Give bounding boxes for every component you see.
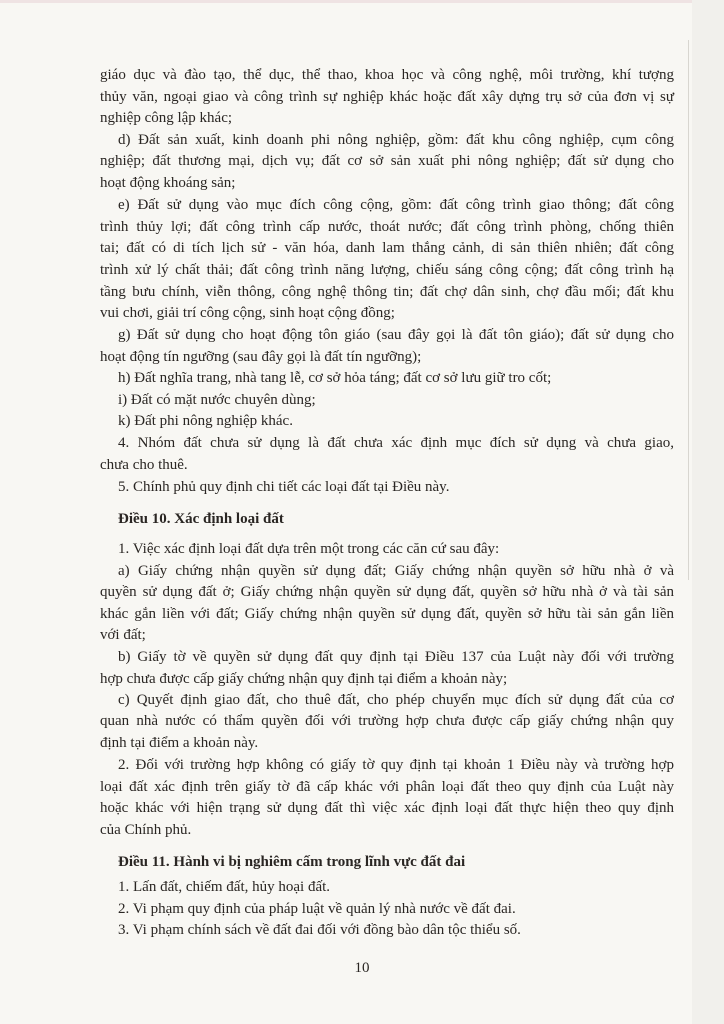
text-line: c) Quyết định giao đất, cho thuê đất, cho phép chuyển mục đích sử dụng đất của cơ — [118, 692, 674, 708]
text-line: hoạt động khoáng sản; — [100, 175, 236, 191]
text-line: thủy văn, ngoại giao và công trình sự nghiệp khác hoặc đất xây dựng trụ sở của đơn vị sự — [100, 89, 674, 105]
text-line: e) Đất sử dụng vào mục đích công cộng, gồm: đất công trình giao thông; đất công — [118, 197, 674, 213]
text-line: tai; đất có di tích lịch sử - văn hóa, danh lam thắng cảnh, di sản thiên nhiên; đất công — [100, 240, 674, 256]
text-line: loại đất xác định trên giấy tờ đã cấp khác với phân loại đất theo quy định của Luật này — [100, 779, 674, 795]
text-line: nghiệp; đất thương mại, dịch vụ; đất cơ sở sản xuất phi nông nghiệp; đất sử dụng cho — [100, 153, 674, 169]
text-line: a) Giấy chứng nhận quyền sử dụng đất; Giấy chứng nhận quyền sở hữu nhà ở và — [118, 563, 674, 579]
scan-fold-line — [688, 40, 689, 580]
text-line: trình thủy lợi; đất công trình cấp nước, thoát nước; đất công trình phòng, chống thiên — [100, 219, 674, 235]
text-line: 2. Đối với trường hợp không có giấy tờ quy định tại khoản 1 Điều này và trường hợp — [118, 757, 674, 773]
page-number: 10 — [354, 960, 370, 976]
text-line: với đất; — [100, 627, 146, 643]
text-line: 2. Vi phạm quy định của pháp luật về quản lý nhà nước về đất đai. — [118, 901, 516, 917]
scan-right-margin — [692, 0, 724, 1024]
text-line: quyền sử dụng đất ở; Giấy chứng nhận quyền sử dụng đất, quyền sở hữu nhà ở và tài sản — [100, 584, 674, 600]
text-line: trình xử lý chất thải; đất công trình năng lượng, chiếu sáng công cộng; đất công trình hạ — [100, 262, 674, 278]
text-line: k) Đất phi nông nghiệp khác. — [118, 413, 293, 429]
text-line: hoặc khác với hiện trạng sử dụng đất thì việc xác định loại đất thực hiện theo quy định — [100, 800, 674, 816]
text-line: b) Giấy tờ về quyền sử dụng đất quy định tại Điều 137 của Luật này đối với trường — [118, 649, 674, 665]
text-line: g) Đất sử dụng cho hoạt động tôn giáo (sau đây gọi là đất tôn giáo); đất sử dụng cho — [118, 327, 674, 343]
text-line: vui chơi, giải trí công cộng, sinh hoạt cộng đồng; — [100, 305, 395, 321]
text-line: tầng bưu chính, viễn thông, công nghệ thông tin; đất chợ dân sinh, chợ đầu mối; đất khu — [100, 284, 674, 300]
text-line: của Chính phủ. — [100, 822, 192, 838]
text-line: định tại điểm a khoản này. — [100, 735, 259, 751]
text-line: 3. Vi phạm chính sách về đất đai đối với đồng bào dân tộc thiểu số. — [118, 922, 521, 938]
text-line: chưa cho thuê. — [100, 457, 188, 473]
text-line: hoạt động tín ngưỡng (sau đây gọi là đất tín ngưỡng); — [100, 349, 422, 365]
text-line: i) Đất có mặt nước chuyên dùng; — [118, 392, 316, 408]
text-line: khác gắn liền với đất; Giấy chứng nhận quyền sử dụng đất, quyền sở hữu tài sản gắn liền — [100, 606, 674, 622]
text-line: hợp chưa được cấp giấy chứng nhận quy định tại điểm a khoản này; — [100, 671, 508, 687]
text-line: giáo dục và đào tạo, thể dục, thể thao, khoa học và công nghệ, môi trường, khí tượng — [100, 67, 674, 83]
text-line: h) Đất nghĩa trang, nhà tang lễ, cơ sở hỏa táng; đất cơ sở lưu giữ tro cốt; — [118, 370, 552, 386]
text-line: 1. Lấn đất, chiếm đất, hủy hoại đất. — [118, 879, 331, 895]
text-line: 1. Việc xác định loại đất dựa trên một trong các căn cứ sau đây: — [118, 541, 500, 557]
text-line: d) Đất sản xuất, kinh doanh phi nông nghiệp, gồm: đất khu công nghiệp, cụm công — [118, 132, 674, 148]
scan-top-edge — [0, 0, 724, 3]
text-line: quan nhà nước có thẩm quyền đối với trường hợp chưa được cấp giấy chứng nhận quy — [100, 713, 674, 729]
text-line: nghiệp công lập khác; — [100, 110, 233, 126]
text-line: 4. Nhóm đất chưa sử dụng là đất chưa xác định mục đích sử dụng và chưa giao, — [118, 435, 674, 451]
article-heading: Điều 11. Hành vi bị nghiêm cấm trong lĩnh vực đất đai — [118, 854, 466, 870]
article-heading: Điều 10. Xác định loại đất — [118, 511, 284, 527]
text-line: 5. Chính phủ quy định chi tiết các loại đất tại Điều này. — [118, 479, 450, 495]
